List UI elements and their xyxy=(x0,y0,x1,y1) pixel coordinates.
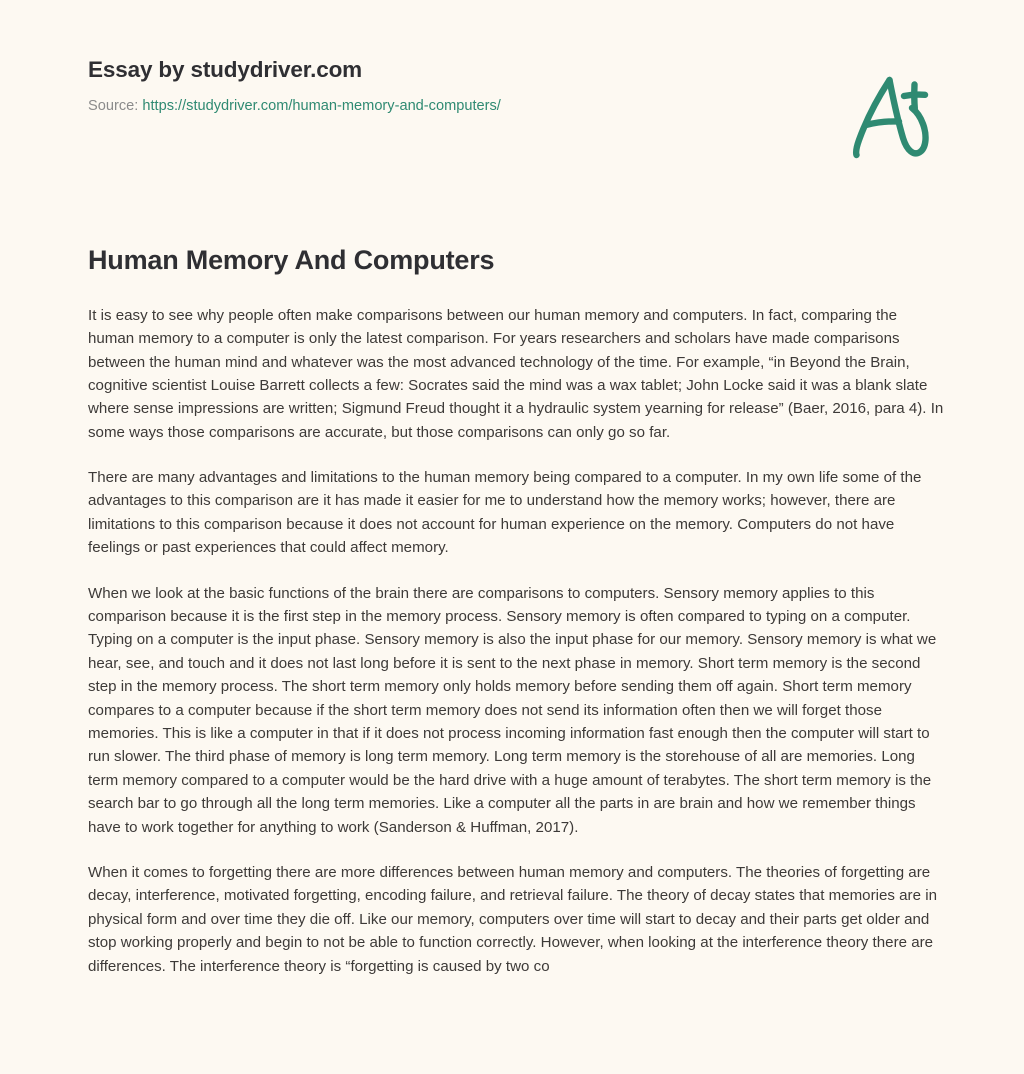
article-paragraph: It is easy to see why people often make comparisons between our human memory and computers. In fact, comparing the human memory to a computer is only the latest comparison. For years researchers and scholars have made comparisons between the human mind and whatever was the most advanced technology of the time. For example, “in Beyond the Brain, cognitive scientist Louise Barrett collects a few: Socrates said the mind was a wax tablet; John Locke said it was a blank slate where sense impressions are written; Sigmund Freud thought it a hydraulic system yearning for release” (Baer, 2016, para 4). In some ways those comparisons are accurate, but those comparisons can only go so far. xyxy=(88,306,944,441)
source-url-link[interactable]: https://studydriver.com/human-memory-and-computers/ xyxy=(142,98,501,114)
article xyxy=(88,244,944,978)
source-label: Source: xyxy=(88,98,139,114)
a-plus-logo-icon xyxy=(838,66,942,170)
article-paragraph: When we look at the basic functions of the brain there are comparisons to computers. Sensory memory applies to this comparison because it is the first step in the memory process. Sensory memory is often compared to typing on a computer. Typing on a computer is the input phase. Sensory memory is also the input phase for our memory. Sensory memory is what we hear, see, and touch and it does not last long before it is sent to the next phase in memory. Short term memory is the second step in the memory process. The short term memory only holds memory before sending them off again. Short term memory compares to a computer because if the short term memory does not send its information often then we will forget those memories. This is like a computer in that if it does not process incoming information fast enough then the computer will start to run slower. The third phase of memory is long term memory. Long term memory is the storehouse of all are memories. Long term memory compared to a computer would be the hard drive with a huge amount of terabytes. The short term memory is the search bar to go through all the long term memories. Like a computer all the parts in are brain and how we remember things have to work together for anything to work (Sanderson & Huffman, 2017). xyxy=(88,584,937,836)
article-body xyxy=(88,304,944,978)
source-line xyxy=(88,97,936,116)
page-title: Human Memory And Computers xyxy=(88,245,495,275)
a-plus-logo xyxy=(838,66,942,170)
byline: Essay by studydriver.com xyxy=(88,57,363,82)
article-paragraph: There are many advantages and limitations to the human memory being compared to a computer. In my own life some of the advantages to this comparison are it has made it easier for me to understand how the memory works; however, there are limitations to this comparison because it does not account for human experience on the memory. Computers do not have feelings or past experiences that could affect memory. xyxy=(88,469,922,557)
article-paragraph: When it comes to forgetting there are more differences between human memory and computers. The theories of forgetting are decay, interference, motivated forgetting, encoding failure, and retrieval failure. The theory of decay states that memories are in physical form and over time they die off. Like our memory, computers over time will start to decay and their parts get older and stop working properly and begin to not be able to function correctly. However, when looking at the interference theory there are differences. The interference theory is “forgetting is caused by two co xyxy=(88,863,937,975)
